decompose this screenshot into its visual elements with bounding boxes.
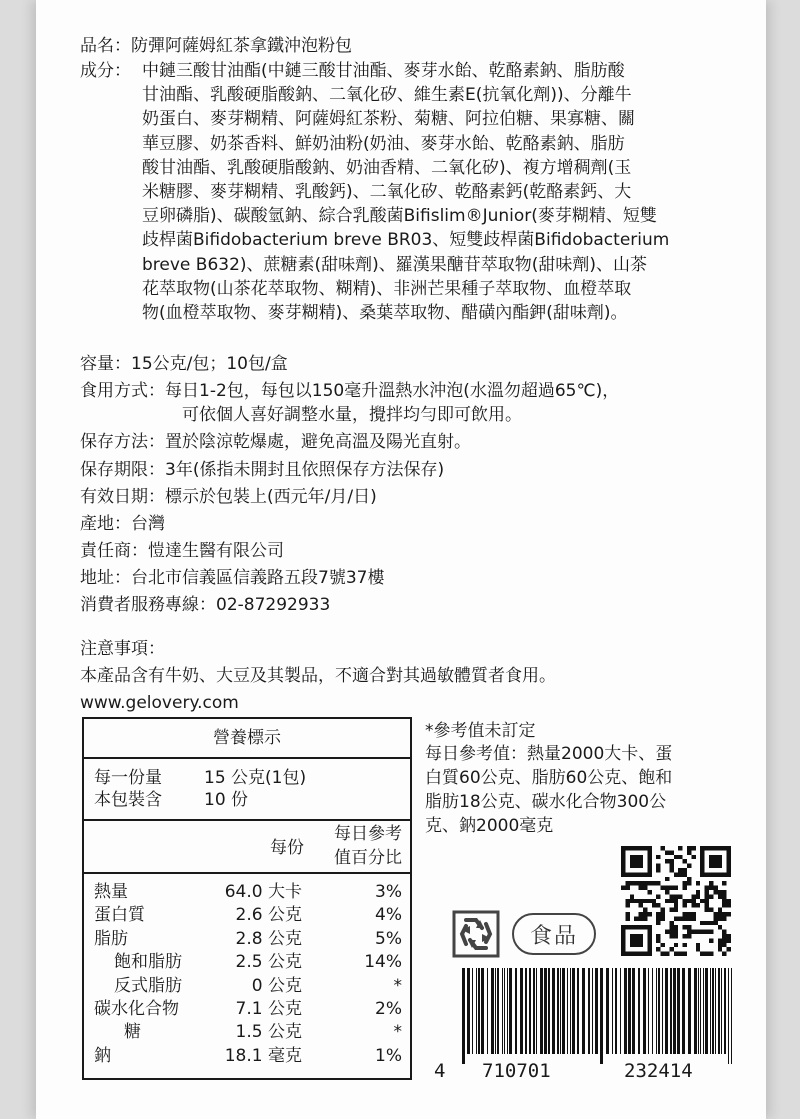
usage-line-2: 可依個人喜好調整水量，攪拌均勻即可飲用。 <box>182 405 522 425</box>
recycle-icon <box>452 910 500 958</box>
nutrient-value: 2.8 公克 <box>235 928 302 949</box>
nutrient-name: 熱量 <box>94 882 128 902</box>
ingredients-line: 中鏈三酸甘油酯(中鏈三酸甘油酯、麥芽水飴、乾酪素鈉、脂肪酸 <box>142 61 625 81</box>
nutrient-daily-value: 14% <box>364 952 402 973</box>
nutrient-daily-value: 2% <box>375 999 402 1019</box>
divider <box>84 757 410 759</box>
nutrient-name: 飽和脂肪 <box>114 952 182 973</box>
nutrient-daily-value: 3% <box>375 882 402 902</box>
reference-line: 克、鈉2000毫克 <box>425 816 554 836</box>
nutrient-name: 糖 <box>124 1022 141 1043</box>
divider <box>84 872 410 874</box>
col-dv-line2: 值百分比 <box>334 848 402 868</box>
shelf-life: 保存期限：3年(係指未開封且依照保存方法保存) <box>80 460 445 480</box>
address: 地址：台北市信義區信義路五段7號37樓 <box>80 568 385 588</box>
reference-line: 白質60公克、脂肪60公克、飽和 <box>425 768 673 788</box>
food-badge: 食品 <box>512 913 596 955</box>
nutrition-table <box>82 717 412 1080</box>
usage-line-1: 食用方式：每日1-2包，每包以150毫升溫熱水沖泡(水溫勿超過65℃)， <box>80 381 620 401</box>
barcode-left-digits: 710701 <box>478 1060 555 1082</box>
col-dv-line1: 每日參考 <box>334 824 402 844</box>
company: 責任商：愷達生醫有限公司 <box>80 541 284 561</box>
nutrition-title: 營養標示 <box>213 728 281 748</box>
reference-line: 每日參考值：熱量2000大卡、蛋 <box>425 744 673 764</box>
pack-value: 10 份 <box>204 790 249 810</box>
ingredients-line: breve B632)、蔗糖素(甜味劑)、羅漢果醣苷萃取物(甜味劑)、山茶 <box>142 254 648 275</box>
product-name: 防彈阿薩姆紅茶拿鐵沖泡粉包 <box>131 36 352 56</box>
notice-title: 注意事項： <box>80 639 165 659</box>
ingredients-line: 歧桿菌Bifidobacterium breve BR03、短雙歧桿菌Bifidobacterium <box>142 230 670 251</box>
ingredients-line: 豆卵磷脂)、碳酸氫鈉、綜合乳酸菌Bifislim®Junior(麥芽糊精、短雙 <box>142 206 657 227</box>
ingredients-line: 花萃取物(山茶花萃取物、糊精)、非洲芒果種子萃取物、血橙萃取 <box>142 278 632 299</box>
nutrient-daily-value: 5% <box>375 928 402 949</box>
nutrient-name: 碳水化合物 <box>94 999 179 1019</box>
serving-value: 15 公克(1包) <box>204 768 307 788</box>
nutrient-name: 鈉 <box>94 1045 111 1066</box>
hotline: 消費者服務專線：02-87292933 <box>80 595 331 615</box>
ingredients-label: 成分： <box>80 61 131 81</box>
serving-label: 每一份量 <box>94 768 162 788</box>
ingredients-line: 物(血橙萃取物、麥芽糊精)、桑葉萃取物、醋磺內酯鉀(甜味劑)。 <box>142 303 628 324</box>
nutrient-value: 2.6 公克 <box>235 905 302 926</box>
col-per-serving: 每份 <box>270 838 304 858</box>
nutrient-value: 2.5 公克 <box>235 952 302 973</box>
expiry: 有效日期：標示於包裝上(西元年/月/日) <box>80 487 377 507</box>
nutrient-name: 脂肪 <box>94 928 128 949</box>
ingredients-line: 甘油酯、乳酸硬脂酸鈉、二氧化矽、維生素E(抗氧化劑))、分離牛 <box>142 85 632 106</box>
reference-note: *參考值未訂定 <box>425 721 536 741</box>
ingredients-block <box>80 59 738 325</box>
barcode-right-digits: 232414 <box>620 1060 697 1082</box>
ingredients-line: 米糖膠、麥芽糊精、乳酸鈣)、二氧化矽、乾酪素鈣(乾酪素鈣、大 <box>142 182 632 203</box>
nutrient-daily-value: 1% <box>375 1045 402 1066</box>
nutrient-value: 0 公克 <box>251 975 302 996</box>
notice-text: 本產品含有牛奶、大豆及其製品，不適合對其過敏體質者食用。 <box>80 666 556 686</box>
ingredients-line: 奶蛋白、麥芽糊精、阿薩姆紅茶粉、菊糖、阿拉伯糖、果寡糖、關 <box>142 109 635 130</box>
barcode-first-digit: 4 <box>430 1060 449 1082</box>
ingredients-line: 酸甘油酯、乳酸硬脂酸鈉、奶油香精、二氧化矽)、複方增稠劑(玉 <box>142 157 632 178</box>
reference-line: 脂肪18公克、碳水化合物300公 <box>425 792 667 812</box>
ingredients-line: 華豆膠、奶茶香料、鮮奶油粉(奶油、麥芽水飴、乾酪素鈉、脂肪 <box>142 133 625 154</box>
product-name-label: 品名： <box>80 36 131 56</box>
nutrient-name: 蛋白質 <box>94 905 145 926</box>
barcode-icon <box>440 968 740 1064</box>
divider <box>84 819 410 821</box>
qr-code-icon <box>621 846 731 956</box>
nutrient-name: 反式脂肪 <box>114 975 182 996</box>
nutrient-value: 18.1 毫克 <box>224 1045 302 1066</box>
storage: 保存方法：置於陰涼乾爆處，避免高溫及陽光直射。 <box>80 432 471 452</box>
origin: 產地：台灣 <box>80 514 165 534</box>
nutrient-daily-value: * <box>393 975 402 996</box>
product-name-row <box>80 34 352 58</box>
nutrient-daily-value: 4% <box>375 905 402 926</box>
nutrient-value: 64.0 大卡 <box>224 882 302 902</box>
website: www.gelovery.com <box>80 693 239 713</box>
capacity: 容量：15公克/包；10包/盒 <box>80 354 288 374</box>
pack-label: 本包裝含 <box>94 790 162 810</box>
nutrient-value: 1.5 公克 <box>235 1022 302 1043</box>
nutrient-daily-value: * <box>393 1022 402 1043</box>
nutrient-value: 7.1 公克 <box>235 999 302 1019</box>
